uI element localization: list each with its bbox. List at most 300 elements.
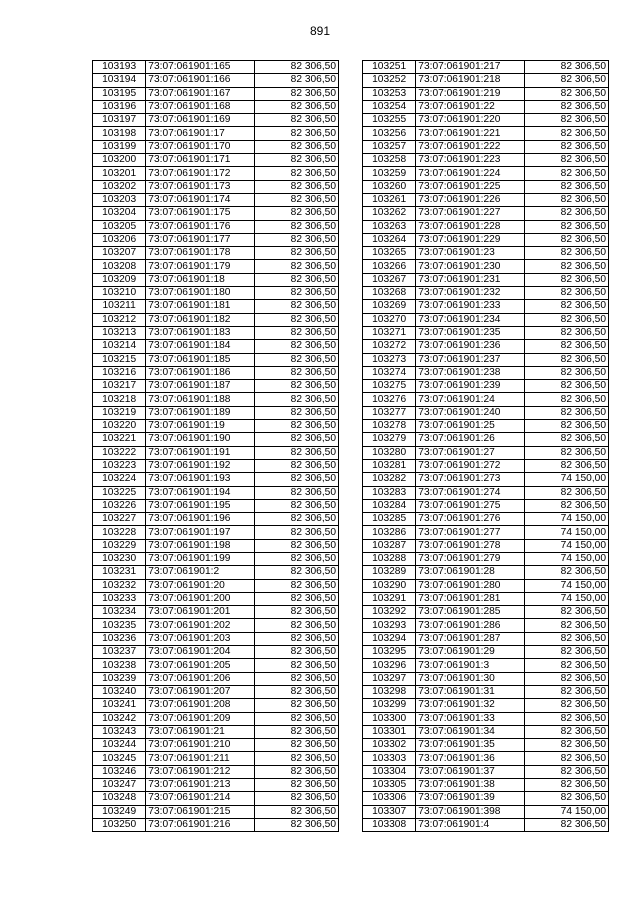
table-row [363, 699, 609, 712]
value-cell: 82 306,50 [524, 61, 608, 74]
cadastral-number-cell: 73:07:061901:21 [146, 725, 255, 738]
value-cell: 74 150,00 [524, 579, 608, 592]
table-row [363, 287, 609, 300]
table-row [93, 486, 339, 499]
cadastral-number-cell: 73:07:061901:26 [416, 433, 525, 446]
row-number-cell: 103250 [93, 818, 146, 831]
value-cell: 82 306,50 [524, 100, 608, 113]
value-cell: 82 306,50 [254, 220, 338, 233]
row-number-cell: 103194 [93, 74, 146, 87]
row-number-cell: 103251 [363, 61, 416, 74]
table-row [93, 220, 339, 233]
table-row [93, 459, 339, 472]
cadastral-number-cell: 73:07:061901:35 [416, 739, 525, 752]
cadastral-number-cell: 73:07:061901:201 [146, 606, 255, 619]
row-number-cell: 103298 [363, 685, 416, 698]
row-number-cell: 103284 [363, 499, 416, 512]
cadastral-number-cell: 73:07:061901:31 [416, 685, 525, 698]
row-number-cell: 103193 [93, 61, 146, 74]
row-number-cell: 103304 [363, 765, 416, 778]
cadastral-number-cell: 73:07:061901:4 [416, 818, 525, 831]
table-row [363, 61, 609, 74]
cadastral-number-cell: 73:07:061901:205 [146, 659, 255, 672]
row-number-cell: 103290 [363, 579, 416, 592]
value-cell: 82 306,50 [254, 752, 338, 765]
row-number-cell: 103248 [93, 792, 146, 805]
value-cell: 82 306,50 [254, 207, 338, 220]
row-number-cell: 103257 [363, 140, 416, 153]
table-row [93, 300, 339, 313]
row-number-cell: 103283 [363, 486, 416, 499]
row-number-cell: 103258 [363, 154, 416, 167]
cadastral-number-cell: 73:07:061901:209 [146, 712, 255, 725]
table-row [363, 87, 609, 100]
table-row [363, 579, 609, 592]
table-row [363, 499, 609, 512]
table-row [363, 513, 609, 526]
row-number-cell: 103203 [93, 193, 146, 206]
value-cell: 82 306,50 [524, 340, 608, 353]
value-cell: 82 306,50 [524, 193, 608, 206]
row-number-cell: 103217 [93, 380, 146, 393]
cadastral-number-cell: 73:07:061901:169 [146, 114, 255, 127]
row-number-cell: 103197 [93, 114, 146, 127]
cadastral-number-cell: 73:07:061901:238 [416, 366, 525, 379]
row-number-cell: 103285 [363, 513, 416, 526]
cadastral-number-cell: 73:07:061901:180 [146, 287, 255, 300]
table-row [93, 805, 339, 818]
row-number-cell: 103226 [93, 499, 146, 512]
cadastral-number-cell: 73:07:061901:25 [416, 420, 525, 433]
table-row [363, 74, 609, 87]
cadastral-number-cell: 73:07:061901:213 [146, 779, 255, 792]
register-table-right [362, 60, 609, 832]
value-cell: 82 306,50 [254, 739, 338, 752]
cadastral-number-cell: 73:07:061901:276 [416, 513, 525, 526]
cadastral-number-cell: 73:07:061901:281 [416, 592, 525, 605]
cadastral-number-cell: 73:07:061901:27 [416, 446, 525, 459]
value-cell: 82 306,50 [254, 273, 338, 286]
cadastral-number-cell: 73:07:061901:220 [416, 114, 525, 127]
row-number-cell: 103286 [363, 526, 416, 539]
row-number-cell: 103275 [363, 380, 416, 393]
cadastral-number-cell: 73:07:061901:193 [146, 473, 255, 486]
cadastral-number-cell: 73:07:061901:186 [146, 366, 255, 379]
cadastral-number-cell: 73:07:061901:22 [416, 100, 525, 113]
row-number-cell: 103288 [363, 552, 416, 565]
value-cell: 82 306,50 [524, 366, 608, 379]
value-cell: 82 306,50 [524, 287, 608, 300]
cadastral-number-cell: 73:07:061901:202 [146, 619, 255, 632]
table-row [93, 313, 339, 326]
table-row [363, 805, 609, 818]
cadastral-number-cell: 73:07:061901:231 [416, 273, 525, 286]
table-row [363, 446, 609, 459]
value-cell: 82 306,50 [524, 140, 608, 153]
cadastral-number-cell: 73:07:061901:177 [146, 233, 255, 246]
table-row [93, 659, 339, 672]
table-row [363, 552, 609, 565]
table-row [363, 459, 609, 472]
value-cell: 82 306,50 [254, 765, 338, 778]
row-number-cell: 103245 [93, 752, 146, 765]
value-cell: 82 306,50 [254, 340, 338, 353]
row-number-cell: 103254 [363, 100, 416, 113]
row-number-cell: 103204 [93, 207, 146, 220]
row-number-cell: 103277 [363, 406, 416, 419]
table-row [93, 592, 339, 605]
row-number-cell: 103232 [93, 579, 146, 592]
value-cell: 82 306,50 [524, 393, 608, 406]
value-cell: 82 306,50 [524, 353, 608, 366]
row-number-cell: 103287 [363, 539, 416, 552]
row-number-cell: 103237 [93, 646, 146, 659]
row-number-cell: 103236 [93, 632, 146, 645]
row-number-cell: 103207 [93, 247, 146, 260]
value-cell: 82 306,50 [524, 406, 608, 419]
table-row [93, 526, 339, 539]
row-number-cell: 103269 [363, 300, 416, 313]
row-number-cell: 103196 [93, 100, 146, 113]
table-row [93, 433, 339, 446]
table-row [93, 685, 339, 698]
value-cell: 82 306,50 [254, 433, 338, 446]
cadastral-number-cell: 73:07:061901:24 [416, 393, 525, 406]
table-row [93, 672, 339, 685]
table-row [363, 207, 609, 220]
cadastral-number-cell: 73:07:061901:39 [416, 792, 525, 805]
cadastral-number-cell: 73:07:061901:167 [146, 87, 255, 100]
row-number-cell: 103228 [93, 526, 146, 539]
table-row [363, 606, 609, 619]
value-cell: 82 306,50 [524, 712, 608, 725]
table-row [363, 127, 609, 140]
row-number-cell: 103213 [93, 326, 146, 339]
row-number-cell: 103225 [93, 486, 146, 499]
cadastral-number-cell: 73:07:061901:398 [416, 805, 525, 818]
cadastral-number-cell: 73:07:061901:285 [416, 606, 525, 619]
value-cell: 82 306,50 [254, 247, 338, 260]
value-cell: 82 306,50 [524, 446, 608, 459]
value-cell: 82 306,50 [524, 779, 608, 792]
value-cell: 82 306,50 [254, 473, 338, 486]
table-row [93, 353, 339, 366]
value-cell: 82 306,50 [254, 140, 338, 153]
value-cell: 82 306,50 [254, 353, 338, 366]
row-number-cell: 103214 [93, 340, 146, 353]
table-row [93, 127, 339, 140]
row-number-cell: 103234 [93, 606, 146, 619]
table-row [93, 406, 339, 419]
cadastral-number-cell: 73:07:061901:212 [146, 765, 255, 778]
table-row [93, 154, 339, 167]
value-cell: 82 306,50 [524, 154, 608, 167]
row-number-cell: 103265 [363, 247, 416, 260]
cadastral-number-cell: 73:07:061901:198 [146, 539, 255, 552]
value-cell: 82 306,50 [254, 725, 338, 738]
cadastral-number-cell: 73:07:061901:210 [146, 739, 255, 752]
value-cell: 82 306,50 [254, 566, 338, 579]
table-row [93, 606, 339, 619]
cadastral-number-cell: 73:07:061901:190 [146, 433, 255, 446]
row-number-cell: 103200 [93, 154, 146, 167]
value-cell: 74 150,00 [524, 552, 608, 565]
value-cell: 82 306,50 [524, 313, 608, 326]
cadastral-number-cell: 73:07:061901:233 [416, 300, 525, 313]
value-cell: 82 306,50 [524, 752, 608, 765]
cadastral-number-cell: 73:07:061901:178 [146, 247, 255, 260]
row-number-cell: 103224 [93, 473, 146, 486]
cadastral-number-cell: 73:07:061901:17 [146, 127, 255, 140]
table-row [363, 765, 609, 778]
table-row [93, 446, 339, 459]
row-number-cell: 103268 [363, 287, 416, 300]
cadastral-number-cell: 73:07:061901:199 [146, 552, 255, 565]
row-number-cell: 103295 [363, 646, 416, 659]
cadastral-number-cell: 73:07:061901:34 [416, 725, 525, 738]
value-cell: 82 306,50 [524, 326, 608, 339]
cadastral-number-cell: 73:07:061901:234 [416, 313, 525, 326]
value-cell: 82 306,50 [254, 114, 338, 127]
value-cell: 82 306,50 [524, 260, 608, 273]
value-cell: 82 306,50 [524, 606, 608, 619]
row-number-cell: 103205 [93, 220, 146, 233]
row-number-cell: 103218 [93, 393, 146, 406]
value-cell: 82 306,50 [524, 114, 608, 127]
value-cell: 82 306,50 [524, 87, 608, 100]
row-number-cell: 103282 [363, 473, 416, 486]
row-number-cell: 103255 [363, 114, 416, 127]
cadastral-number-cell: 73:07:061901:2 [146, 566, 255, 579]
row-number-cell: 103305 [363, 779, 416, 792]
cadastral-number-cell: 73:07:061901:183 [146, 326, 255, 339]
cadastral-number-cell: 73:07:061901:203 [146, 632, 255, 645]
table-row [363, 420, 609, 433]
row-number-cell: 103299 [363, 699, 416, 712]
cadastral-number-cell: 73:07:061901:192 [146, 459, 255, 472]
table-row [93, 579, 339, 592]
cadastral-number-cell: 73:07:061901:166 [146, 74, 255, 87]
row-number-cell: 103195 [93, 87, 146, 100]
value-cell: 82 306,50 [254, 380, 338, 393]
cadastral-number-cell: 73:07:061901:278 [416, 539, 525, 552]
table-row [363, 592, 609, 605]
row-number-cell: 103227 [93, 513, 146, 526]
row-number-cell: 103292 [363, 606, 416, 619]
row-number-cell: 103211 [93, 300, 146, 313]
row-number-cell: 103243 [93, 725, 146, 738]
value-cell: 82 306,50 [254, 74, 338, 87]
value-cell: 82 306,50 [254, 366, 338, 379]
table-row [93, 340, 339, 353]
table-row [363, 366, 609, 379]
cadastral-number-cell: 73:07:061901:23 [416, 247, 525, 260]
value-cell: 82 306,50 [254, 539, 338, 552]
table-row [93, 393, 339, 406]
row-number-cell: 103253 [363, 87, 416, 100]
cadastral-number-cell: 73:07:061901:181 [146, 300, 255, 313]
value-cell: 82 306,50 [254, 406, 338, 419]
row-number-cell: 103276 [363, 393, 416, 406]
table-row [93, 180, 339, 193]
cadastral-number-cell: 73:07:061901:173 [146, 180, 255, 193]
cadastral-number-cell: 73:07:061901:230 [416, 260, 525, 273]
value-cell: 82 306,50 [254, 100, 338, 113]
cadastral-number-cell: 73:07:061901:229 [416, 233, 525, 246]
cadastral-number-cell: 73:07:061901:174 [146, 193, 255, 206]
row-number-cell: 103242 [93, 712, 146, 725]
table-row [93, 207, 339, 220]
table-row [93, 287, 339, 300]
table-row [93, 818, 339, 831]
cadastral-number-cell: 73:07:061901:196 [146, 513, 255, 526]
value-cell: 82 306,50 [524, 380, 608, 393]
cadastral-number-cell: 73:07:061901:235 [416, 326, 525, 339]
value-cell: 82 306,50 [254, 818, 338, 831]
table-row [363, 233, 609, 246]
cadastral-number-cell: 73:07:061901:175 [146, 207, 255, 220]
cadastral-number-cell: 73:07:061901:187 [146, 380, 255, 393]
cadastral-number-cell: 73:07:061901:185 [146, 353, 255, 366]
cadastral-number-cell: 73:07:061901:189 [146, 406, 255, 419]
cadastral-number-cell: 73:07:061901:18 [146, 273, 255, 286]
cadastral-number-cell: 73:07:061901:30 [416, 672, 525, 685]
value-cell: 82 306,50 [524, 220, 608, 233]
row-number-cell: 103271 [363, 326, 416, 339]
table-row [93, 646, 339, 659]
table-row [93, 752, 339, 765]
table-row [93, 779, 339, 792]
row-number-cell: 103278 [363, 420, 416, 433]
row-number-cell: 103230 [93, 552, 146, 565]
value-cell: 82 306,50 [254, 513, 338, 526]
cadastral-number-cell: 73:07:061901:191 [146, 446, 255, 459]
value-cell: 82 306,50 [254, 499, 338, 512]
value-cell: 82 306,50 [254, 792, 338, 805]
value-cell: 82 306,50 [524, 685, 608, 698]
row-number-cell: 103212 [93, 313, 146, 326]
table-row [93, 632, 339, 645]
row-number-cell: 103240 [93, 685, 146, 698]
cadastral-number-cell: 73:07:061901:225 [416, 180, 525, 193]
cadastral-number-cell: 73:07:061901:38 [416, 779, 525, 792]
row-number-cell: 103302 [363, 739, 416, 752]
cadastral-number-cell: 73:07:061901:207 [146, 685, 255, 698]
value-cell: 82 306,50 [254, 127, 338, 140]
row-number-cell: 103238 [93, 659, 146, 672]
value-cell: 82 306,50 [524, 672, 608, 685]
cadastral-number-cell: 73:07:061901:28 [416, 566, 525, 579]
value-cell: 82 306,50 [524, 646, 608, 659]
row-number-cell: 103247 [93, 779, 146, 792]
value-cell: 74 150,00 [524, 526, 608, 539]
value-cell: 82 306,50 [254, 420, 338, 433]
table-row [93, 499, 339, 512]
row-number-cell: 103239 [93, 672, 146, 685]
cadastral-number-cell: 73:07:061901:273 [416, 473, 525, 486]
cadastral-number-cell: 73:07:061901:218 [416, 74, 525, 87]
value-cell: 82 306,50 [254, 699, 338, 712]
table-row [93, 140, 339, 153]
table-row [93, 326, 339, 339]
cadastral-number-cell: 73:07:061901:217 [416, 61, 525, 74]
value-cell: 74 150,00 [524, 539, 608, 552]
row-number-cell: 103279 [363, 433, 416, 446]
table-row [363, 406, 609, 419]
cadastral-number-cell: 73:07:061901:29 [416, 646, 525, 659]
row-number-cell: 103270 [363, 313, 416, 326]
table-row [93, 539, 339, 552]
row-number-cell: 103221 [93, 433, 146, 446]
table-row [93, 247, 339, 260]
value-cell: 82 306,50 [524, 180, 608, 193]
value-cell: 82 306,50 [254, 87, 338, 100]
value-cell: 82 306,50 [524, 699, 608, 712]
row-number-cell: 103291 [363, 592, 416, 605]
table-row [363, 752, 609, 765]
cadastral-number-cell: 73:07:061901:275 [416, 499, 525, 512]
value-cell: 82 306,50 [524, 486, 608, 499]
cadastral-number-cell: 73:07:061901:188 [146, 393, 255, 406]
row-number-cell: 103260 [363, 180, 416, 193]
cadastral-number-cell: 73:07:061901:37 [416, 765, 525, 778]
value-cell: 82 306,50 [524, 459, 608, 472]
value-cell: 82 306,50 [254, 167, 338, 180]
cadastral-number-cell: 73:07:061901:165 [146, 61, 255, 74]
value-cell: 82 306,50 [524, 765, 608, 778]
cadastral-number-cell: 73:07:061901:176 [146, 220, 255, 233]
cadastral-number-cell: 73:07:061901:3 [416, 659, 525, 672]
table-row [363, 632, 609, 645]
table-row [363, 646, 609, 659]
cadastral-number-cell: 73:07:061901:214 [146, 792, 255, 805]
value-cell: 82 306,50 [254, 486, 338, 499]
cadastral-number-cell: 73:07:061901:277 [416, 526, 525, 539]
table-row [363, 526, 609, 539]
value-cell: 82 306,50 [254, 193, 338, 206]
value-cell: 82 306,50 [524, 818, 608, 831]
value-cell: 82 306,50 [524, 792, 608, 805]
table-row [363, 247, 609, 260]
table-row [93, 74, 339, 87]
row-number-cell: 103209 [93, 273, 146, 286]
cadastral-number-cell: 73:07:061901:236 [416, 340, 525, 353]
table-row [93, 87, 339, 100]
row-number-cell: 103308 [363, 818, 416, 831]
table-row [93, 552, 339, 565]
table-row [363, 260, 609, 273]
value-cell: 82 306,50 [254, 619, 338, 632]
value-cell: 82 306,50 [524, 233, 608, 246]
row-number-cell: 103199 [93, 140, 146, 153]
row-number-cell: 103206 [93, 233, 146, 246]
value-cell: 82 306,50 [524, 273, 608, 286]
table-row [93, 473, 339, 486]
value-cell: 82 306,50 [254, 632, 338, 645]
table-row [93, 100, 339, 113]
value-cell: 82 306,50 [524, 167, 608, 180]
row-number-cell: 103266 [363, 260, 416, 273]
value-cell: 74 150,00 [524, 473, 608, 486]
cadastral-number-cell: 73:07:061901:197 [146, 526, 255, 539]
table-row [363, 140, 609, 153]
cadastral-number-cell: 73:07:061901:228 [416, 220, 525, 233]
cadastral-number-cell: 73:07:061901:221 [416, 127, 525, 140]
cadastral-number-cell: 73:07:061901:171 [146, 154, 255, 167]
row-number-cell: 103219 [93, 406, 146, 419]
row-number-cell: 103246 [93, 765, 146, 778]
value-cell: 82 306,50 [254, 446, 338, 459]
